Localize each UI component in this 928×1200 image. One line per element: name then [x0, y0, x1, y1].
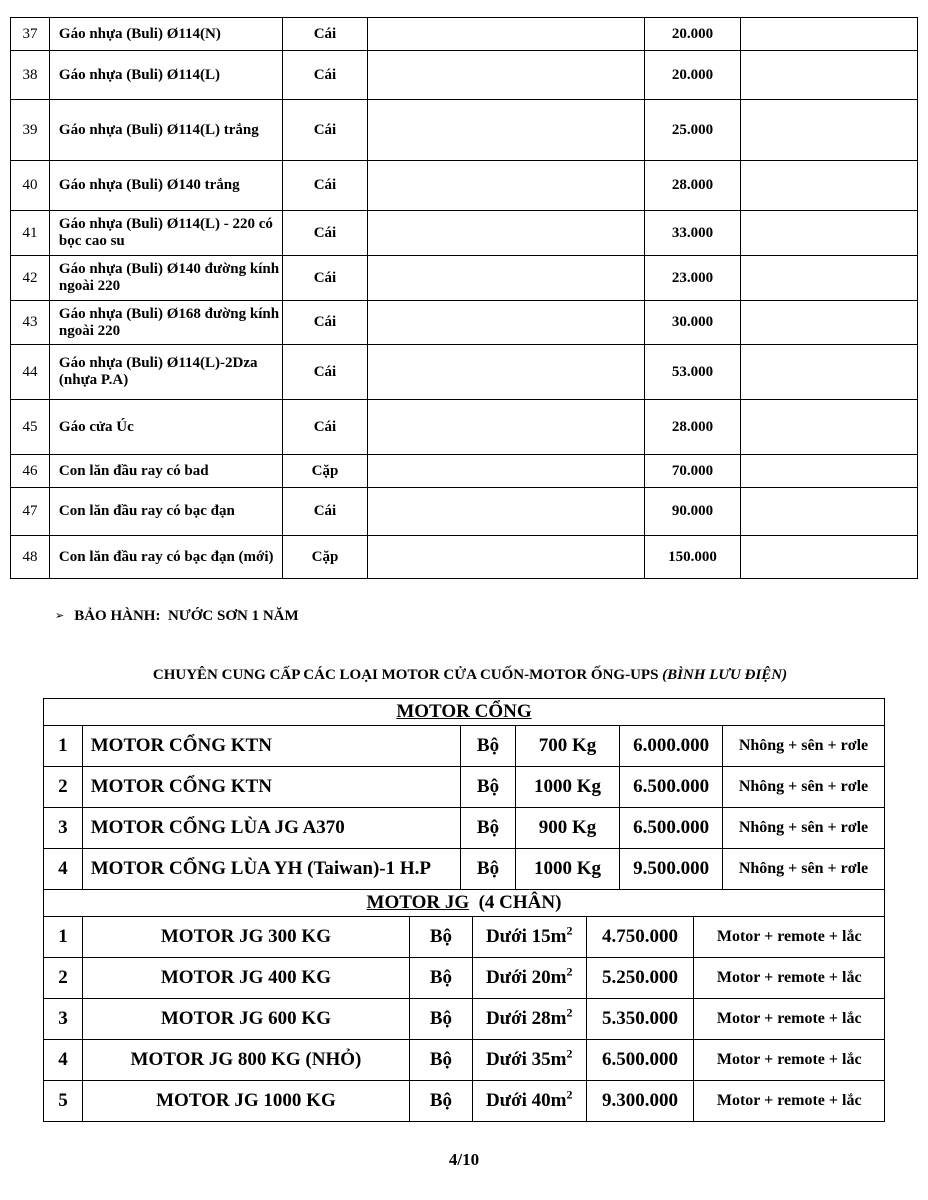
- table-row: [44, 1040, 885, 1081]
- arrow-bullet-icon: ➢: [55, 609, 65, 622]
- parts-price-table: [10, 17, 918, 579]
- table-row: [44, 726, 885, 767]
- empty-note-cell: [741, 211, 918, 256]
- motor-price: 6.500.000: [620, 767, 723, 808]
- empty-cell: [368, 488, 644, 536]
- area-text: Dưới 40m: [485, 1090, 567, 1111]
- motor-price: 9.300.000: [586, 1081, 694, 1122]
- row-number: 44: [11, 345, 50, 400]
- empty-cell: [368, 211, 644, 256]
- table-row: [44, 958, 885, 999]
- table-row: [11, 18, 918, 51]
- empty-cell: [368, 18, 644, 51]
- gate-table-title: [44, 699, 885, 726]
- row-number: 2: [44, 767, 83, 808]
- area-superscript: 2: [566, 1046, 573, 1061]
- empty-cell: [368, 100, 644, 161]
- empty-note-cell: [741, 345, 918, 400]
- motor-price: 4.750.000: [586, 917, 694, 958]
- empty-note-cell: [741, 51, 918, 100]
- empty-note-cell: [741, 301, 918, 345]
- warranty-note: [55, 608, 299, 625]
- parts-table-body: [11, 18, 918, 579]
- motor-area: [472, 1081, 586, 1122]
- row-number: 37: [11, 18, 50, 51]
- item-price: 90.000: [644, 488, 741, 536]
- item-price: 23.000: [644, 256, 741, 301]
- motor-price: 6.500.000: [586, 1040, 694, 1081]
- table-row: [11, 100, 918, 161]
- table-row: [11, 536, 918, 579]
- item-name: Gáo nhựa (Buli) Ø114(L) trắng: [49, 100, 282, 161]
- empty-note-cell: [741, 400, 918, 455]
- jg-title-main: MOTOR JG: [366, 892, 470, 913]
- item-name: Gáo nhựa (Buli) Ø114(N): [49, 18, 282, 51]
- jg-table-body: [44, 890, 885, 1122]
- motor-name: MOTOR JG 400 KG: [82, 958, 409, 999]
- empty-cell: [368, 51, 644, 100]
- empty-note-cell: [741, 161, 918, 211]
- motor-price: 9.500.000: [620, 849, 723, 890]
- motor-price: 6.000.000: [620, 726, 723, 767]
- item-price: 53.000: [644, 345, 741, 400]
- table-row: [11, 161, 918, 211]
- table-row: [44, 849, 885, 890]
- empty-note-cell: [741, 536, 918, 579]
- motor-unit: Bộ: [409, 1081, 472, 1122]
- gate-title-row: [44, 699, 885, 726]
- row-number: 41: [11, 211, 50, 256]
- item-price: 20.000: [644, 51, 741, 100]
- jg-title-rest: (4 CHÂN): [469, 892, 562, 913]
- jg-table-title: [44, 890, 885, 917]
- item-price: 150.000: [644, 536, 741, 579]
- motor-name: MOTOR JG 300 KG: [82, 917, 409, 958]
- item-name: Gáo nhựa (Buli) Ø168 đường kính ngoài 220: [49, 301, 282, 345]
- gate-title-text: MOTOR CỔNG: [396, 701, 532, 722]
- item-price: 25.000: [644, 100, 741, 161]
- motor-price: 5.350.000: [586, 999, 694, 1040]
- row-number: 4: [44, 1040, 83, 1081]
- motor-area: [472, 958, 586, 999]
- heading-italic: (BÌNH LƯU ĐIỆN): [662, 667, 788, 683]
- row-number: 48: [11, 536, 50, 579]
- motor-note: Nhông + sên + rơle: [723, 808, 885, 849]
- empty-cell: [368, 345, 644, 400]
- row-number: 3: [44, 808, 83, 849]
- item-price: 20.000: [644, 18, 741, 51]
- item-unit: Cái: [282, 100, 368, 161]
- table-row: [11, 455, 918, 488]
- item-unit: Cái: [282, 161, 368, 211]
- motor-note: Motor + remote + lắc: [694, 999, 885, 1040]
- motor-unit: Bộ: [461, 808, 516, 849]
- empty-note-cell: [741, 18, 918, 51]
- table-row: [44, 808, 885, 849]
- item-name: Con lăn đầu ray có bạc đạn (mới): [49, 536, 282, 579]
- motor-area: [472, 917, 586, 958]
- motor-unit: Bộ: [409, 1040, 472, 1081]
- motor-load: 700 Kg: [515, 726, 619, 767]
- item-price: 33.000: [644, 211, 741, 256]
- motor-note: Motor + remote + lắc: [694, 1040, 885, 1081]
- item-unit: Cái: [282, 51, 368, 100]
- motor-load: 1000 Kg: [515, 849, 619, 890]
- item-name: Con lăn đầu ray có bạc đạn: [49, 488, 282, 536]
- jg-title-row: [44, 890, 885, 917]
- table-row: [44, 1081, 885, 1122]
- item-price: 30.000: [644, 301, 741, 345]
- gate-motor-table: [43, 698, 885, 890]
- motor-name: MOTOR JG 800 KG (NHỎ): [82, 1040, 409, 1081]
- motor-unit: Bộ: [461, 849, 516, 890]
- area-text: Dưới 20m: [485, 967, 567, 988]
- row-number: 46: [11, 455, 50, 488]
- item-name: Gáo nhựa (Buli) Ø114(L): [49, 51, 282, 100]
- motor-price: 5.250.000: [586, 958, 694, 999]
- page-number: 4/10: [448, 1150, 480, 1169]
- table-row: [11, 488, 918, 536]
- item-name: Gáo nhựa (Buli) Ø140 đường kính ngoài 220: [49, 256, 282, 301]
- item-name: Con lăn đầu ray có bad: [49, 455, 282, 488]
- table-row: [11, 51, 918, 100]
- area-superscript: 2: [566, 923, 573, 938]
- motor-unit: Bộ: [409, 917, 472, 958]
- area-text: Dưới 28m: [485, 1008, 567, 1029]
- motor-unit: Bộ: [409, 958, 472, 999]
- item-name: Gáo nhựa (Buli) Ø114(L)-2Dza (nhựa P.A): [49, 345, 282, 400]
- row-number: 2: [44, 958, 83, 999]
- area-superscript: 2: [566, 1087, 573, 1102]
- row-number: 45: [11, 400, 50, 455]
- empty-cell: [368, 256, 644, 301]
- item-unit: Cặp: [282, 455, 368, 488]
- area-text: Dưới 15m: [485, 926, 567, 947]
- item-unit: Cái: [282, 488, 368, 536]
- item-name: Gáo nhựa (Buli) Ø140 trắng: [49, 161, 282, 211]
- motor-unit: Bộ: [461, 726, 516, 767]
- item-name: Gáo cửa Úc: [49, 400, 282, 455]
- motor-note: Motor + remote + lắc: [694, 958, 885, 999]
- jg-motor-table: [43, 889, 885, 1122]
- motor-area: [472, 999, 586, 1040]
- item-unit: Cái: [282, 256, 368, 301]
- motor-load: 900 Kg: [515, 808, 619, 849]
- row-number: 3: [44, 999, 83, 1040]
- empty-cell: [368, 455, 644, 488]
- empty-note-cell: [741, 100, 918, 161]
- motor-price: 6.500.000: [620, 808, 723, 849]
- row-number: 1: [44, 726, 83, 767]
- empty-cell: [368, 161, 644, 211]
- motor-note: Nhông + sên + rơle: [723, 767, 885, 808]
- table-row: [11, 301, 918, 345]
- motor-name: MOTOR CỔNG KTN: [82, 726, 460, 767]
- empty-note-cell: [741, 488, 918, 536]
- area-text: Dưới 35m: [485, 1049, 567, 1070]
- row-number: 38: [11, 51, 50, 100]
- area-superscript: 2: [566, 1005, 573, 1020]
- empty-note-cell: [741, 455, 918, 488]
- table-row: [44, 999, 885, 1040]
- motor-load: 1000 Kg: [515, 767, 619, 808]
- motor-note: Nhông + sên + rơle: [723, 726, 885, 767]
- table-row: [11, 345, 918, 400]
- table-row: [11, 400, 918, 455]
- item-name: Gáo nhựa (Buli) Ø114(L) - 220 có bọc cao su: [49, 211, 282, 256]
- item-unit: Cái: [282, 301, 368, 345]
- item-unit: Cặp: [282, 536, 368, 579]
- motor-name: MOTOR CỔNG LÙA YH (Taiwan)-1 H.P: [82, 849, 460, 890]
- table-row: [44, 767, 885, 808]
- row-number: 42: [11, 256, 50, 301]
- warranty-text: BẢO HÀNH: NƯỚC SƠN 1 NĂM: [74, 608, 299, 624]
- gate-table-body: [44, 699, 885, 890]
- motor-unit: Bộ: [409, 999, 472, 1040]
- table-row: [44, 917, 885, 958]
- item-price: 70.000: [644, 455, 741, 488]
- row-number: 1: [44, 917, 83, 958]
- motor-note: Motor + remote + lắc: [694, 917, 885, 958]
- item-unit: Cái: [282, 400, 368, 455]
- row-number: 5: [44, 1081, 83, 1122]
- motor-name: MOTOR JG 600 KG: [82, 999, 409, 1040]
- heading-main: CHUYÊN CUNG CẤP CÁC LOẠI MOTOR CỬA CUỐN-MOTOR ỐNG-UPS: [152, 667, 663, 683]
- item-unit: Cái: [282, 18, 368, 51]
- table-row: [11, 211, 918, 256]
- item-price: 28.000: [644, 400, 741, 455]
- item-unit: Cái: [282, 211, 368, 256]
- row-number: 39: [11, 100, 50, 161]
- area-superscript: 2: [566, 964, 573, 979]
- empty-cell: [368, 301, 644, 345]
- motor-note: Motor + remote + lắc: [694, 1081, 885, 1122]
- empty-cell: [368, 400, 644, 455]
- row-number: 43: [11, 301, 50, 345]
- motor-name: MOTOR JG 1000 KG: [82, 1081, 409, 1122]
- item-unit: Cái: [282, 345, 368, 400]
- motor-area: [472, 1040, 586, 1081]
- row-number: 4: [44, 849, 83, 890]
- empty-note-cell: [741, 256, 918, 301]
- motor-name: MOTOR CỔNG LÙA JG A370: [82, 808, 460, 849]
- row-number: 47: [11, 488, 50, 536]
- table-row: [11, 256, 918, 301]
- motor-name: MOTOR CỔNG KTN: [82, 767, 460, 808]
- row-number: 40: [11, 161, 50, 211]
- motor-note: Nhông + sên + rơle: [723, 849, 885, 890]
- motor-unit: Bộ: [461, 767, 516, 808]
- motor-section-heading: [6, 667, 928, 684]
- empty-cell: [368, 536, 644, 579]
- item-price: 28.000: [644, 161, 741, 211]
